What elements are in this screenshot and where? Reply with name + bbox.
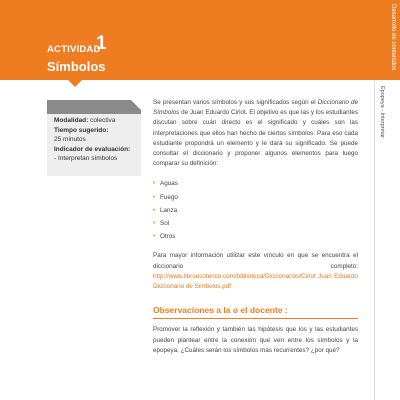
tiempo-label: Tiempo sugerido: [54,126,109,134]
symbol-list [153,177,358,243]
side-section-label: Desarrollo de contenidos [390,4,396,71]
tiempo-value: 25 minutos [54,136,86,143]
activity-label: ACTIVIDAD [47,44,101,55]
header-notch [68,80,82,87]
main-content [153,98,358,292]
activity-title: Símbolos [47,59,106,74]
info-box [47,100,141,176]
observations-divider [153,318,358,319]
list-item: • Fuego [153,191,358,204]
dictionary-title: Diccionario de Símbolos [153,99,358,117]
list-item: • Aguas [153,177,358,190]
modalidad-value: colectiva [90,117,116,124]
side-unit-label: Epopeya - Interpretar [379,86,385,138]
indicador-label: Indicador de evaluación: [54,145,131,153]
info-box-top-bar [47,100,141,114]
side-divider [374,80,375,400]
info-box-corner-fold [131,100,141,110]
indicador-value: - Interpretan símbolos [54,155,118,162]
modalidad-label: Modalidad: [54,117,89,124]
observations-text: Promover la reflexión y también las hipótesis que los y las estudiantes pueden plantear entre la conexión que ven entre los símbolos y la epopeya. ¿Cuáles serán los símbolos más recurrentes? ¿por qué? [153,326,358,354]
observations-title: Observaciones a la o el docente : [153,305,288,315]
more-info-paragraph: Para mayor información utilizar este vínculo en que se encuentra el diccionario completo: http://www.libroesoterico.com/biblioteca/Diccionarios/Cirlot Juan Eduardo Diccionario de Simbolos.pdf [153,252,358,291]
modalidad-row [47,116,141,126]
list-item: • Sol [153,217,358,230]
activity-number: 1 [96,33,107,54]
dictionary-link[interactable]: http://www.libroesoterico.com/biblioteca/Diccionarios/Cirlot Juan Eduardo Diccionario de Simbolos.pdf [153,272,358,291]
list-item: • Lanza [153,204,358,217]
list-item: • Otros [153,230,358,243]
intro-paragraph: Se presentan varios símbolos y sus significados según el Diccionario de Símbolos de Juan Eduardo Cirlot. El objetivo es que las y los estudiantes discutan sobre cuán directo es el significado y cuáles son las interpretaciones que ellos han hecho de ciertos símbolos. Para eso cada estudiante propondrá un elemento y le dará su significado. Se puede consultar el diccionario y proponer algunos elementos para luego comparar su definición: [153,99,358,168]
